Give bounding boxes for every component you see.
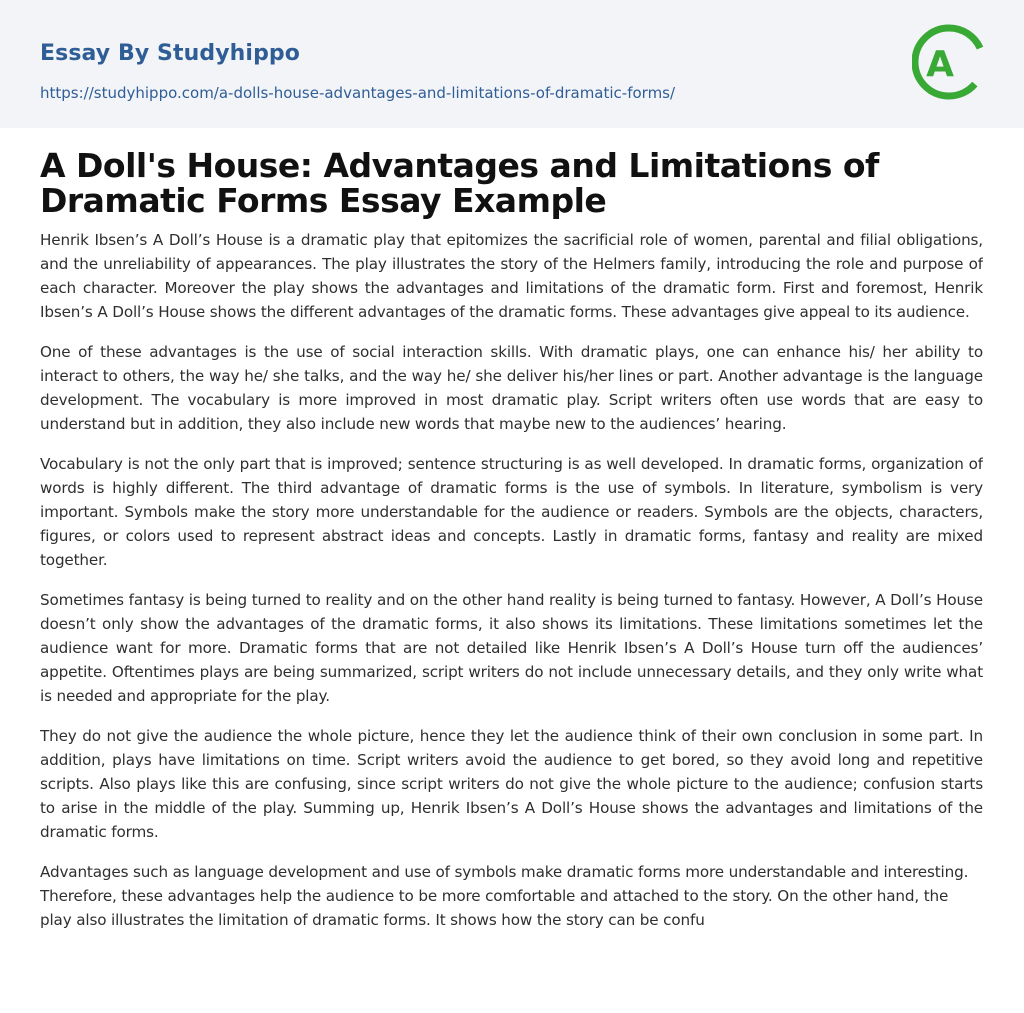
article-paragraph: Vocabulary is not the only part that is improved; sentence structuring is as well developed. In dramatic forms, organization of words is highly different. The third advantage of dramatic forms is the use of symbols. In literature, symbolism is very important. Symbols make the story more understandable for the audience or readers. Symbols are the objects, characters, figures, or colors used to represent abstract ideas and concepts. Lastly in dramatic forms, fantasy and reality are mixed together. — [40, 455, 983, 569]
article-paragraph: They do not give the audience the whole picture, hence they let the audience think of their own conclusion in some part. In addition, plays have limitations on time. Script writers avoid the audience to get bored, so they avoid long and repetitive scripts. Also plays like this are confusing, since script writers do not give the whole picture to the audience; confusion starts to arise in the middle of the play. Summing up, Henrik Ibsen’s A Doll’s House shows the advantages and limitations of the dramatic forms. — [40, 727, 983, 841]
studyhippo-logo-icon[interactable] — [912, 19, 986, 105]
article-body — [40, 228, 983, 963]
article-paragraph: Sometimes fantasy is being turned to reality and on the other hand reality is being turned to fantasy. However, A Doll’s House doesn’t only show the advantages of the dramatic forms, it also shows its limitations. These limitations sometimes let the audience want for more. Dramatic forms that are not detailed like Henrik Ibsen’s A Doll’s House turn off the audiences’ appetite. Oftentimes plays are being summarized, script writers do not include unnecessary details, and they only write what is needed and appropriate for the play. — [40, 591, 983, 705]
logo-letter: A — [926, 44, 954, 85]
article-paragraph: Advantages such as language development and use of symbols make dramatic forms more understandable and interesting. Therefore, these advantages help the audience to be more comfortable and attached to the story. On the other hand, the play also illustrates the limitation of dramatic forms. It shows how the story can be confu — [40, 863, 969, 929]
article-title: A Doll's House: Advantages and Limitations of Dramatic Forms Essay Example — [40, 146, 879, 220]
site-header — [0, 0, 1024, 128]
page-url-link[interactable]: https://studyhippo.com/a-dolls-house-advantages-and-limitations-of-dramatic-forms/ — [40, 84, 676, 102]
article-paragraph: One of these advantages is the use of social interaction skills. With dramatic plays, one can enhance his/ her ability to interact to others, the way he/ she talks, and the way he/ she deliver his/her lines or part. Another advantage is the language development. The vocabulary is more improved in most dramatic play. Script writers often use words that are easy to understand but in addition, they also include new words that maybe new to the audiences’ hearing. — [40, 343, 983, 433]
article-paragraph: Henrik Ibsen’s A Doll’s House is a dramatic play that epitomizes the sacrificial role of women, parental and filial obligations, and the unreliability of appearances. The play illustrates the story of the Helmers family, introducing the role and purpose of each character. Moreover the play shows the advantages and limitations of the dramatic form. First and foremost, Henrik Ibsen’s A Doll’s House shows the different advantages of the dramatic forms. These advantages give appeal to its audience. — [40, 231, 983, 321]
site-name[interactable]: Essay By Studyhippo — [40, 41, 300, 66]
